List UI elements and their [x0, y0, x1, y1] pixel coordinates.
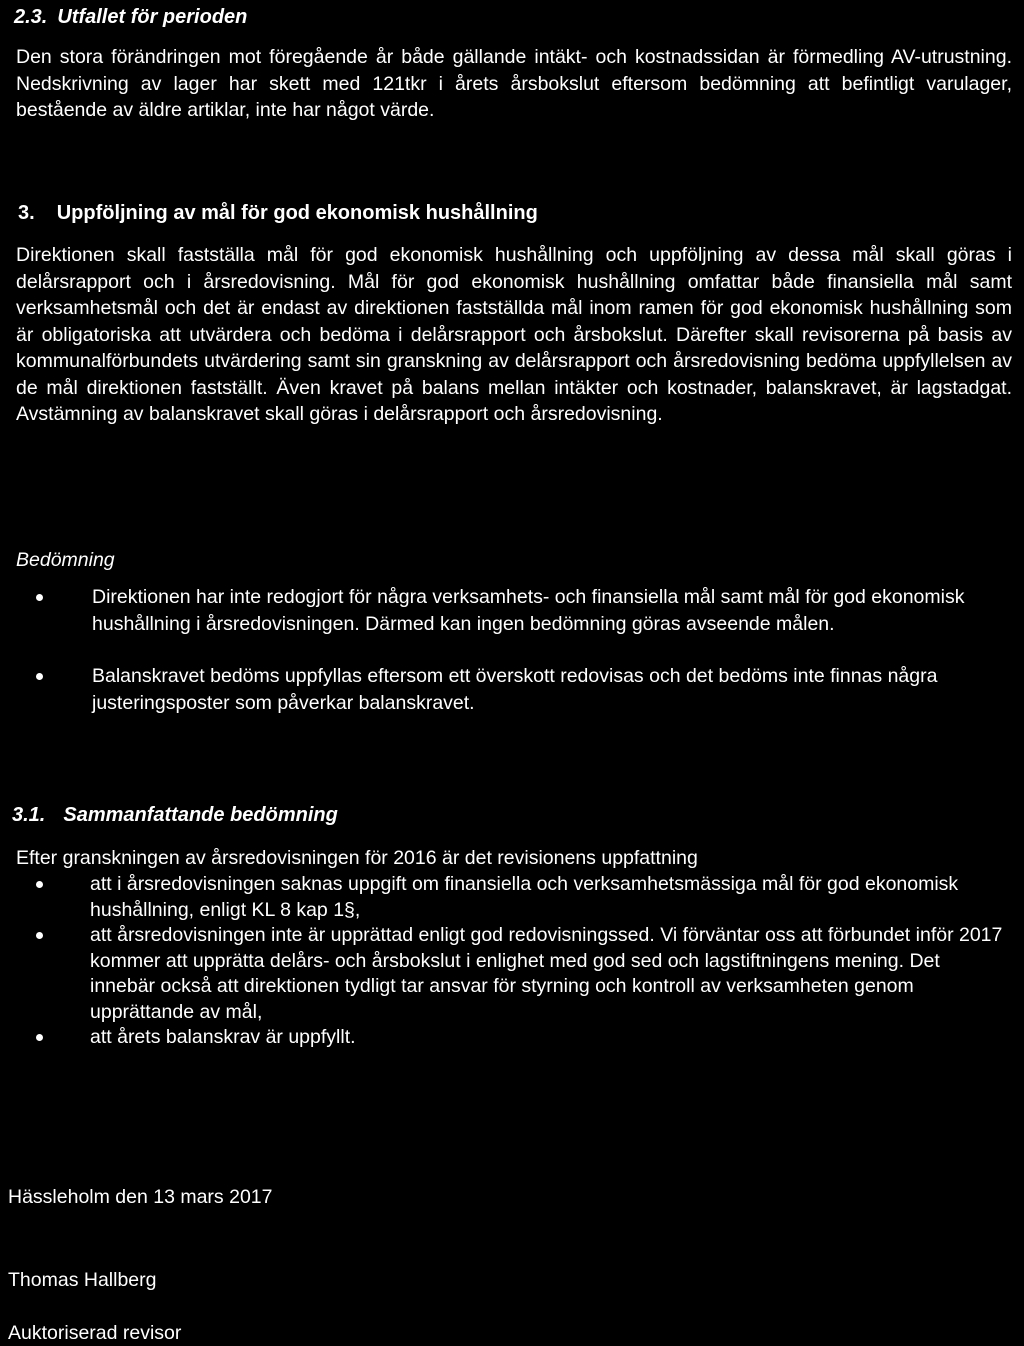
section-title: Uppföljning av mål för god ekonomisk hushållning: [56, 202, 538, 224]
signer-title: Auktoriserad revisor: [8, 1322, 182, 1344]
section-3-paragraph: Direktionen skall fastställa mål för god ekonomisk hushållning och uppföljning av dessa mål skall göras i delårsrapport och i årsredovisning. Mål för god ekonomisk hushållning omfattar både finansiella mål samt verksamhetsmål och det är endast av direktionen fastställda mål inom ramen för god ekonomisk hushållning som är obligatoriska att utvärdera och bedöma i delårsrapport och årsbokslut. Därefter skall revisorerna på basis av kommunalförbundets utvärdering samt sin granskning av delårsrapport och årsredovisning bedöma uppfyllelsen av de mål direktionen fastställt. Även kravet på balans mellan intäkter och kostnader, balanskravet, är lagstadgat. Avstämning av balanskravet skall göras i delårsrapport och årsredovisning.: [16, 244, 1012, 425]
section-title: Sammanfattande bedömning: [63, 804, 338, 826]
list-item: [90, 923, 1010, 1025]
list-item: [92, 584, 1016, 637]
section-number: 3.1.: [12, 804, 46, 826]
section-2-3-heading: [14, 6, 247, 29]
list-item: [90, 1025, 1010, 1051]
section-number: 2.3.: [14, 6, 48, 28]
list-item-text: att årets balanskrav är uppfyllt.: [90, 1026, 356, 1048]
place-date: Hässleholm den 13 mars 2017: [8, 1186, 273, 1208]
section-2-3-paragraph: Den stora förändringen mot föregående år både gällande intäkt- och kostnadssidan är förmedling AV-utrustning. Nedskrivning av lager har skett med 121tkr i årets årsbokslut eftersom bedömning att befintligt varulager, bestående av äldre artiklar, inte har något värde.: [16, 46, 1012, 121]
list-item-text: att i årsredovisningen saknas uppgift om finansiella och verksamhetsmässiga mål för god ekonomisk hushållning, enligt KL 8 kap 1§,: [90, 873, 959, 921]
bullet-icon: [36, 673, 43, 680]
assessment-subheading: Bedömning: [16, 549, 115, 571]
list-item: [92, 663, 1016, 716]
list-item-text: Direktionen har inte redogjort för några verksamhets- och finansiella mål samt mål för god ekonomisk hushållning i årsredovisningen. Därmed kan ingen bedömning göras avseende målen.: [92, 586, 965, 635]
signer-name: Thomas Hallberg: [8, 1269, 157, 1291]
section-title: Utfallet för perioden: [57, 6, 248, 28]
section-number: 3.: [18, 202, 35, 224]
bullet-icon: [36, 1034, 43, 1041]
list-item-text: att årsredovisningen inte är upprättad enligt god redovisningssed. Vi förväntar oss att förbundet inför 2017 kommer att upprätta delårs- och årsbokslut i enlighet med god sed och lagstiftningens mening. Det innebär också att direktionen tydligt tar ansvar för styrning och kontroll av verksamheten genom upprättande av mål,: [90, 924, 1003, 1023]
bullet-icon: [36, 932, 43, 939]
list-item-text: Balanskravet bedöms uppfyllas eftersom ett överskott redovisas och det bedöms inte finnas några justeringsposter som påverkar balanskravet.: [92, 665, 938, 714]
section-3-1-intro: Efter granskningen av årsredovisningen för 2016 är det revisionens uppfattning: [16, 847, 698, 869]
section-3-1-heading: [12, 804, 338, 827]
bullet-icon: [36, 594, 43, 601]
assessment-list: [92, 584, 1016, 716]
summary-list: [90, 872, 1010, 1051]
section-3-heading: [18, 202, 538, 225]
bullet-icon: [36, 881, 43, 888]
list-item: [90, 872, 1010, 923]
